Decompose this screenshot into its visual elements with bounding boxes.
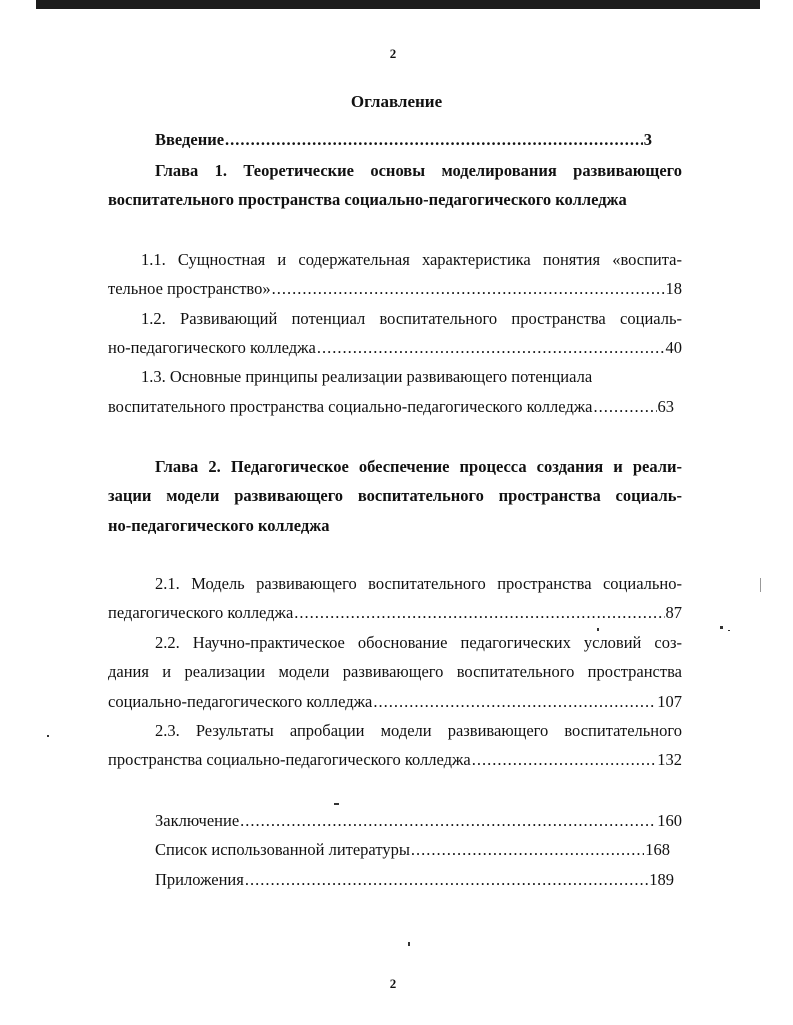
toc-entry-page: 63 xyxy=(657,397,674,416)
scan-speck xyxy=(720,626,723,629)
toc-section-1-3[interactable] xyxy=(108,397,674,417)
scan-speck xyxy=(47,735,49,737)
toc-section-2-1-line1: 2.1. Модель развивающего воспитательного пространства социально- xyxy=(155,574,682,593)
leader-dots xyxy=(411,840,644,860)
scan-speck xyxy=(597,628,599,631)
scan-speck xyxy=(728,630,730,631)
leader-dots xyxy=(472,750,656,770)
toc-section-1-2[interactable] xyxy=(108,338,682,358)
toc-entry-label: Введение xyxy=(155,130,225,149)
toc-entry-page: 132 xyxy=(657,750,682,769)
scan-speck xyxy=(760,578,761,592)
leader-dots xyxy=(272,279,665,299)
leader-dots xyxy=(240,811,656,831)
toc-entry-label: Заключение xyxy=(155,811,240,830)
toc-section-1-3-line1: 1.3. Основные принципы реализации развивающего потенциала xyxy=(141,367,593,386)
toc-entry-page: 18 xyxy=(665,279,682,298)
toc-section-1-1[interactable] xyxy=(108,279,682,299)
toc-entry-page: 189 xyxy=(649,870,674,889)
toc-entry-page: 87 xyxy=(665,603,682,622)
toc-entry-label: Список использованной литературы xyxy=(155,840,410,859)
toc-entry-label: пространства социально-педагогического колледжа xyxy=(108,750,471,769)
leader-dots xyxy=(294,603,664,623)
chapter2-heading-line1: Глава 2. Педагогическое обеспечение процесса создания и реали- xyxy=(155,457,682,476)
toc-entry-conclusion[interactable] xyxy=(155,811,682,831)
page-number-bottom: 2 xyxy=(389,976,397,991)
toc-section-2-2-line2: дания и реализации модели развивающего воспитательного пространства xyxy=(108,662,682,681)
toc-entry-label: но-педагогического колледжа xyxy=(108,338,316,357)
toc-section-1-2-line1: 1.2. Развивающий потенциал воспитательного пространства социаль- xyxy=(141,309,682,328)
chapter2-heading-line3: но-педагогического колледжа xyxy=(108,516,330,535)
leader-dots xyxy=(245,870,648,890)
toc-entry-label: социально-педагогического колледжа xyxy=(108,692,373,711)
toc-entry-page: 168 xyxy=(645,840,670,859)
leader-dots xyxy=(225,130,643,150)
toc-entry-appendices[interactable] xyxy=(155,870,674,890)
toc-entry-page: 3 xyxy=(643,130,652,149)
leader-dots xyxy=(317,338,665,358)
scan-speck xyxy=(334,803,339,805)
toc-entry-label: Приложения xyxy=(155,870,244,889)
toc-entry-page: 160 xyxy=(657,811,682,830)
toc-title: Оглавление xyxy=(350,92,443,111)
toc-entry-page: 107 xyxy=(657,692,682,711)
chapter2-heading-line2: зации модели развивающего воспитательного пространства социаль- xyxy=(108,486,682,505)
toc-section-1-1-line1: 1.1. Сущностная и содержательная характеристика понятия «воспита- xyxy=(141,250,682,269)
toc-section-2-2-line1: 2.2. Научно-практическое обоснование педагогических условий соз- xyxy=(155,633,682,652)
leader-dots xyxy=(373,692,656,712)
chapter1-heading-line2: воспитательного пространства социально-педагогического колледжа xyxy=(108,190,627,209)
chapter1-heading-line1: Глава 1. Теоретические основы моделирования развивающего xyxy=(155,161,682,180)
toc-entry-label: тельное пространство» xyxy=(108,279,271,298)
scan-top-border xyxy=(36,0,760,9)
toc-section-2-1[interactable] xyxy=(108,603,682,623)
toc-section-2-3[interactable] xyxy=(108,750,682,770)
page-number-top: 2 xyxy=(389,46,397,61)
leader-dots xyxy=(594,397,657,417)
toc-entry-bibliography[interactable] xyxy=(155,840,670,860)
scan-speck xyxy=(408,942,410,946)
toc-entry-label: педагогического колледжа xyxy=(108,603,294,622)
toc-section-2-3-line1: 2.3. Результаты апробации модели развивающего воспитательного xyxy=(155,721,682,740)
toc-entry-intro[interactable] xyxy=(155,130,652,150)
toc-entry-label: воспитательного пространства социально-педагогического колледжа xyxy=(108,397,593,416)
toc-section-2-2[interactable] xyxy=(108,692,682,712)
toc-entry-page: 40 xyxy=(665,338,682,357)
